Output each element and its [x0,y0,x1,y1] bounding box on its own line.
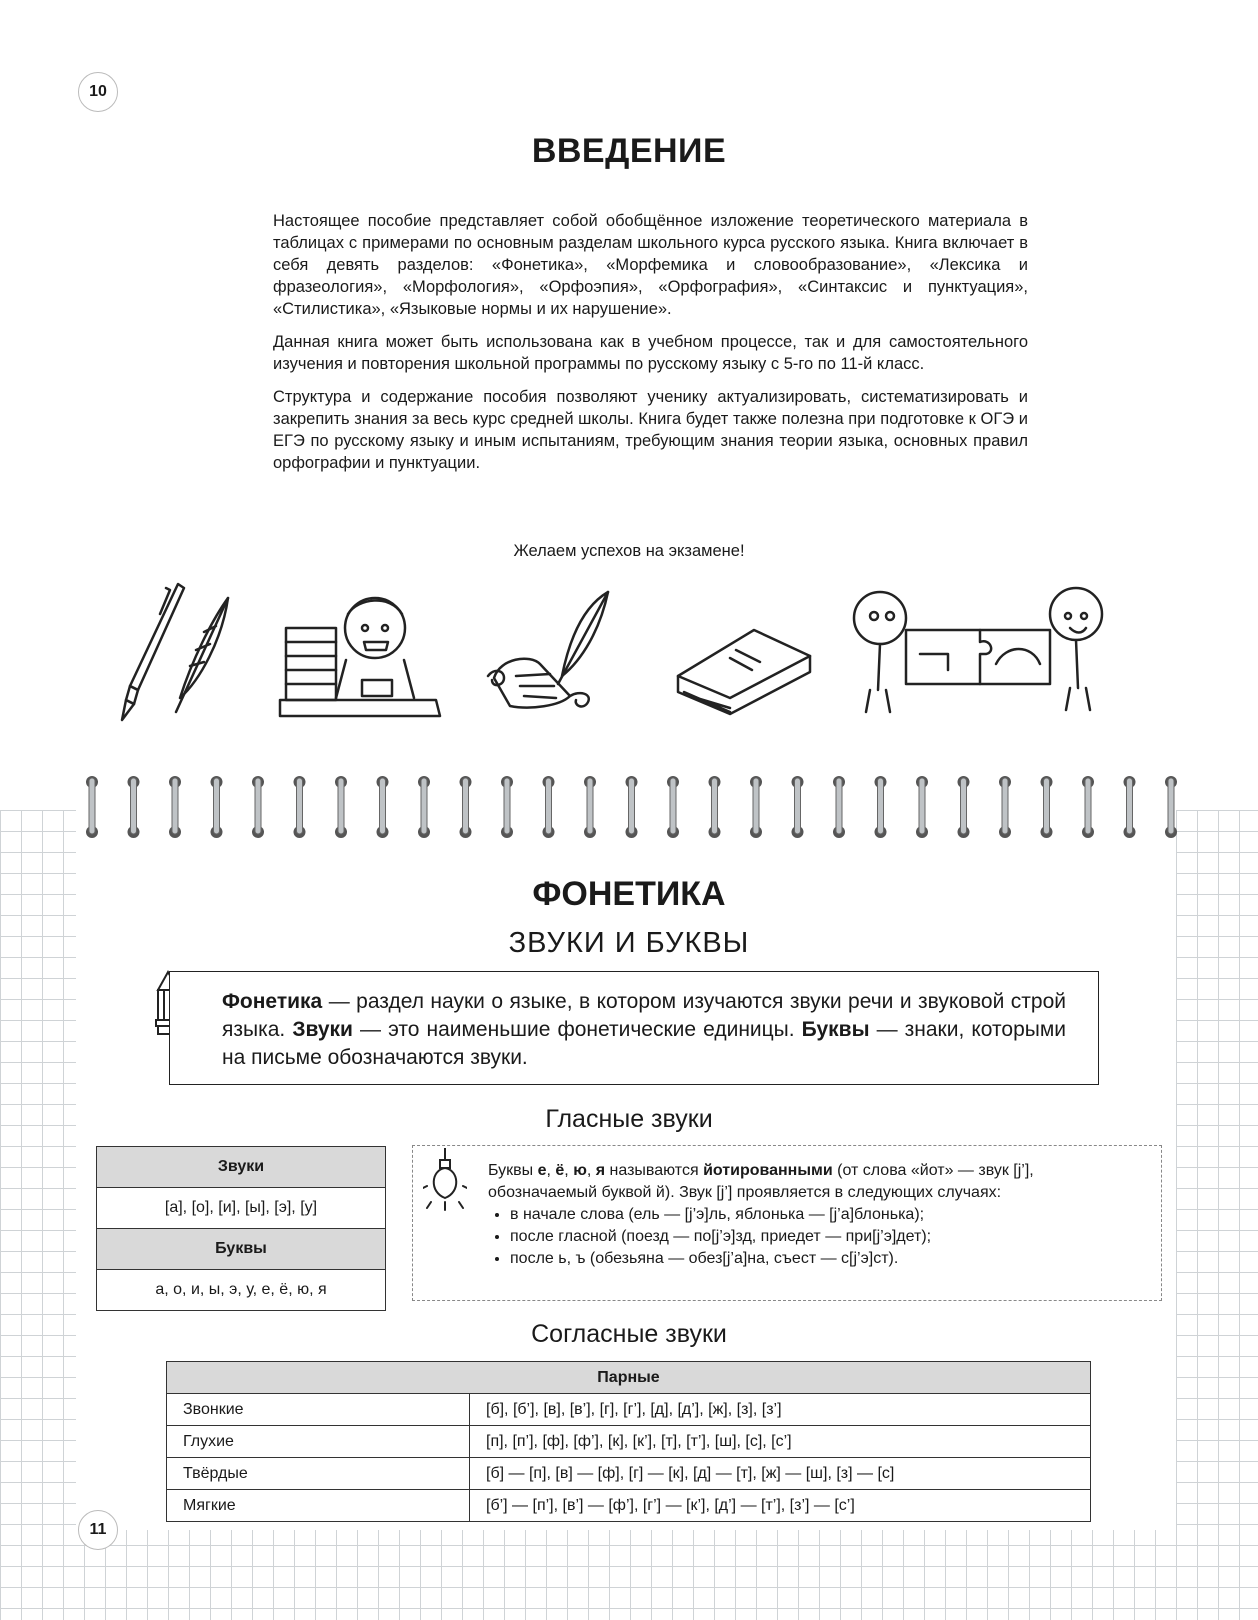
note-fragment: , [586,1162,596,1179]
spiral-ring [833,776,845,838]
table-row [167,1490,1091,1522]
note-letter: е [537,1162,547,1179]
student-books-icon [280,598,440,716]
book-icon [678,630,810,714]
iotated-note [412,1145,1162,1301]
vowels-table [96,1146,386,1311]
wish-text: Желаем успехов на экзамене! [513,542,745,560]
intro-paragraph: Настоящее пособие представляет собой обобщённое изложение теоретического материала в таблицах с примерами по основным разделам школьного курса русского языка. Книга включает в себя девять разделов: «Фонетика», «Морфемика и словообразование», «Лексика и фразеология», «Морфология», «Орфоэпия», «Орфография», «Синтаксис и пунктуация», «Стилистика», «Языковые нормы и их нарушение». [273,212,1028,318]
list-item: • в начале слова (ель — [j’э]ль, яблонька — [j’а]блонька); [510,1204,1145,1226]
row-value: [б’] — [п’], [в’] — [ф’], [г’] — [к’], [д’] — [т’], [з’] — [с’] [470,1490,1091,1522]
definition-text: — это наименьшие фонетические единицы. [352,1018,802,1041]
vowels-sounds-cell: [а], [о], [и], [ы], [э], [у] [97,1188,386,1229]
spiral-ring [252,776,264,838]
spiral-ring [543,776,555,838]
note-fragment: , [564,1162,574,1179]
term-sounds: Звуки [292,1018,353,1041]
section-subtitle: ЗВУКИ И БУКВЫ [508,927,750,959]
row-key: Твёрдые [167,1458,470,1490]
intro-paragraph: Данная книга может быть использована как в учебном процессе, так и для самостоятельного изучения и повторения школьной программы по русскому языку с 5-го по 11-й класс. [273,333,1028,373]
spiral-ring [86,776,98,838]
note-fragment: (от слова «йот» — звук [j’], обозначаемый буквой й). Звук [j’] проявляется в следующих случаях: [488,1162,1034,1201]
light-bulb-icon [423,1148,467,1216]
vowels-letters-cell: а, о, и, ы, э, у, е, ё, ю, я [97,1270,386,1311]
note-fragment: называются [605,1162,704,1179]
note-list [488,1204,1145,1270]
list-item: • после гласной (поезд — по[j’э]зд, приедет — при[j’э]дет); [510,1226,1145,1248]
list-item: • после ь, ъ (обезьяна — обез[j’а]на, съест — с[j’э]ст). [510,1248,1145,1270]
row-value: [б] — [п], [в] — [ф], [г] — [к], [д] — [т], [ж] — [ш], [з] — [с] [470,1458,1091,1490]
spiral-ring [875,776,887,838]
definition-text: — знаки, которыми на письме обозначаются звуки. [222,1018,1067,1069]
spiral-ring [792,776,804,838]
row-key: Звонкие [167,1394,470,1426]
spiral-ring [709,776,721,838]
spiral-ring [1082,776,1094,838]
section-title: ФОНЕТИКА [532,875,726,913]
vowels-letters-header: Буквы [97,1229,386,1270]
vowels-sounds-header: Звуки [97,1147,386,1188]
spiral-ring [667,776,679,838]
row-key: Глухие [167,1426,470,1458]
note-letter: ё [555,1162,565,1179]
row-value: [б], [б’], [в], [в’], [г], [г’], [д], [д’], [ж], [з], [з’] [470,1394,1091,1426]
fountain-pen-icon [122,584,184,720]
definition-text: — раздел науки о языке, в котором изучаются звуки речи и звуковой строй языка. [222,990,1066,1041]
spiral-ring [377,776,389,838]
spiral-ring [294,776,306,838]
table-row [167,1458,1091,1490]
note-fragment: Буквы [488,1162,538,1179]
spiral-ring [999,776,1011,838]
spiral-ring [1124,776,1136,838]
consonants-table [166,1361,1091,1522]
spiral-ring [626,776,638,838]
note-fragment: , [546,1162,556,1179]
page-number-bottom: 11 [78,1510,118,1550]
table-row [167,1426,1091,1458]
row-key: Мягкие [167,1490,470,1522]
spiral-ring [128,776,140,838]
spiral-ring [335,776,347,838]
note-term: йотированными [703,1162,833,1179]
spiral-ring [418,776,430,838]
intro-text [273,210,1028,485]
feather-icon [176,598,228,712]
term-phonetics: Фонетика [222,990,323,1013]
spiral-ring [916,776,928,838]
kids-puzzle-icon [854,588,1102,712]
note-letter: ю [573,1162,587,1179]
note-letter: я [595,1162,606,1179]
definition-box [169,971,1099,1085]
spiral-ring [1041,776,1053,838]
intro-paragraph: Структура и содержание пособия позволяют ученику актуализировать, систематизировать и закрепить знания за весь курс средней школы. Книга будет также полезна при подготовке к ОГЭ и ЕГЭ по русскому языку и иным испытаниям, требующим знания теории языка, основных правил орфографии и пунктуации. [273,388,1028,472]
vowels-heading: Гласные звуки [545,1105,713,1133]
consonants-header: Парные [167,1362,1091,1394]
term-letters: Буквы [801,1018,870,1041]
spiral-ring [169,776,181,838]
illustrations [100,580,1160,730]
table-row [167,1394,1091,1426]
scroll-quill-icon [488,592,608,708]
row-value: [п], [п’], [ф], [ф’], [к], [к’], [т], [т’], [ш], [с], [с’] [470,1426,1091,1458]
spiral-ring [211,776,223,838]
spiral-ring [1165,776,1177,838]
page-number-top: 10 [78,72,118,112]
consonants-heading: Согласные звуки [531,1320,727,1348]
spiral-ring [584,776,596,838]
spiral-ring [460,776,472,838]
spiral-ring [958,776,970,838]
spiral-ring [750,776,762,838]
note-text [488,1160,1145,1204]
spiral-binding [0,770,1258,845]
spiral-ring [501,776,513,838]
page-title: ВВЕДЕНИЕ [531,132,727,170]
